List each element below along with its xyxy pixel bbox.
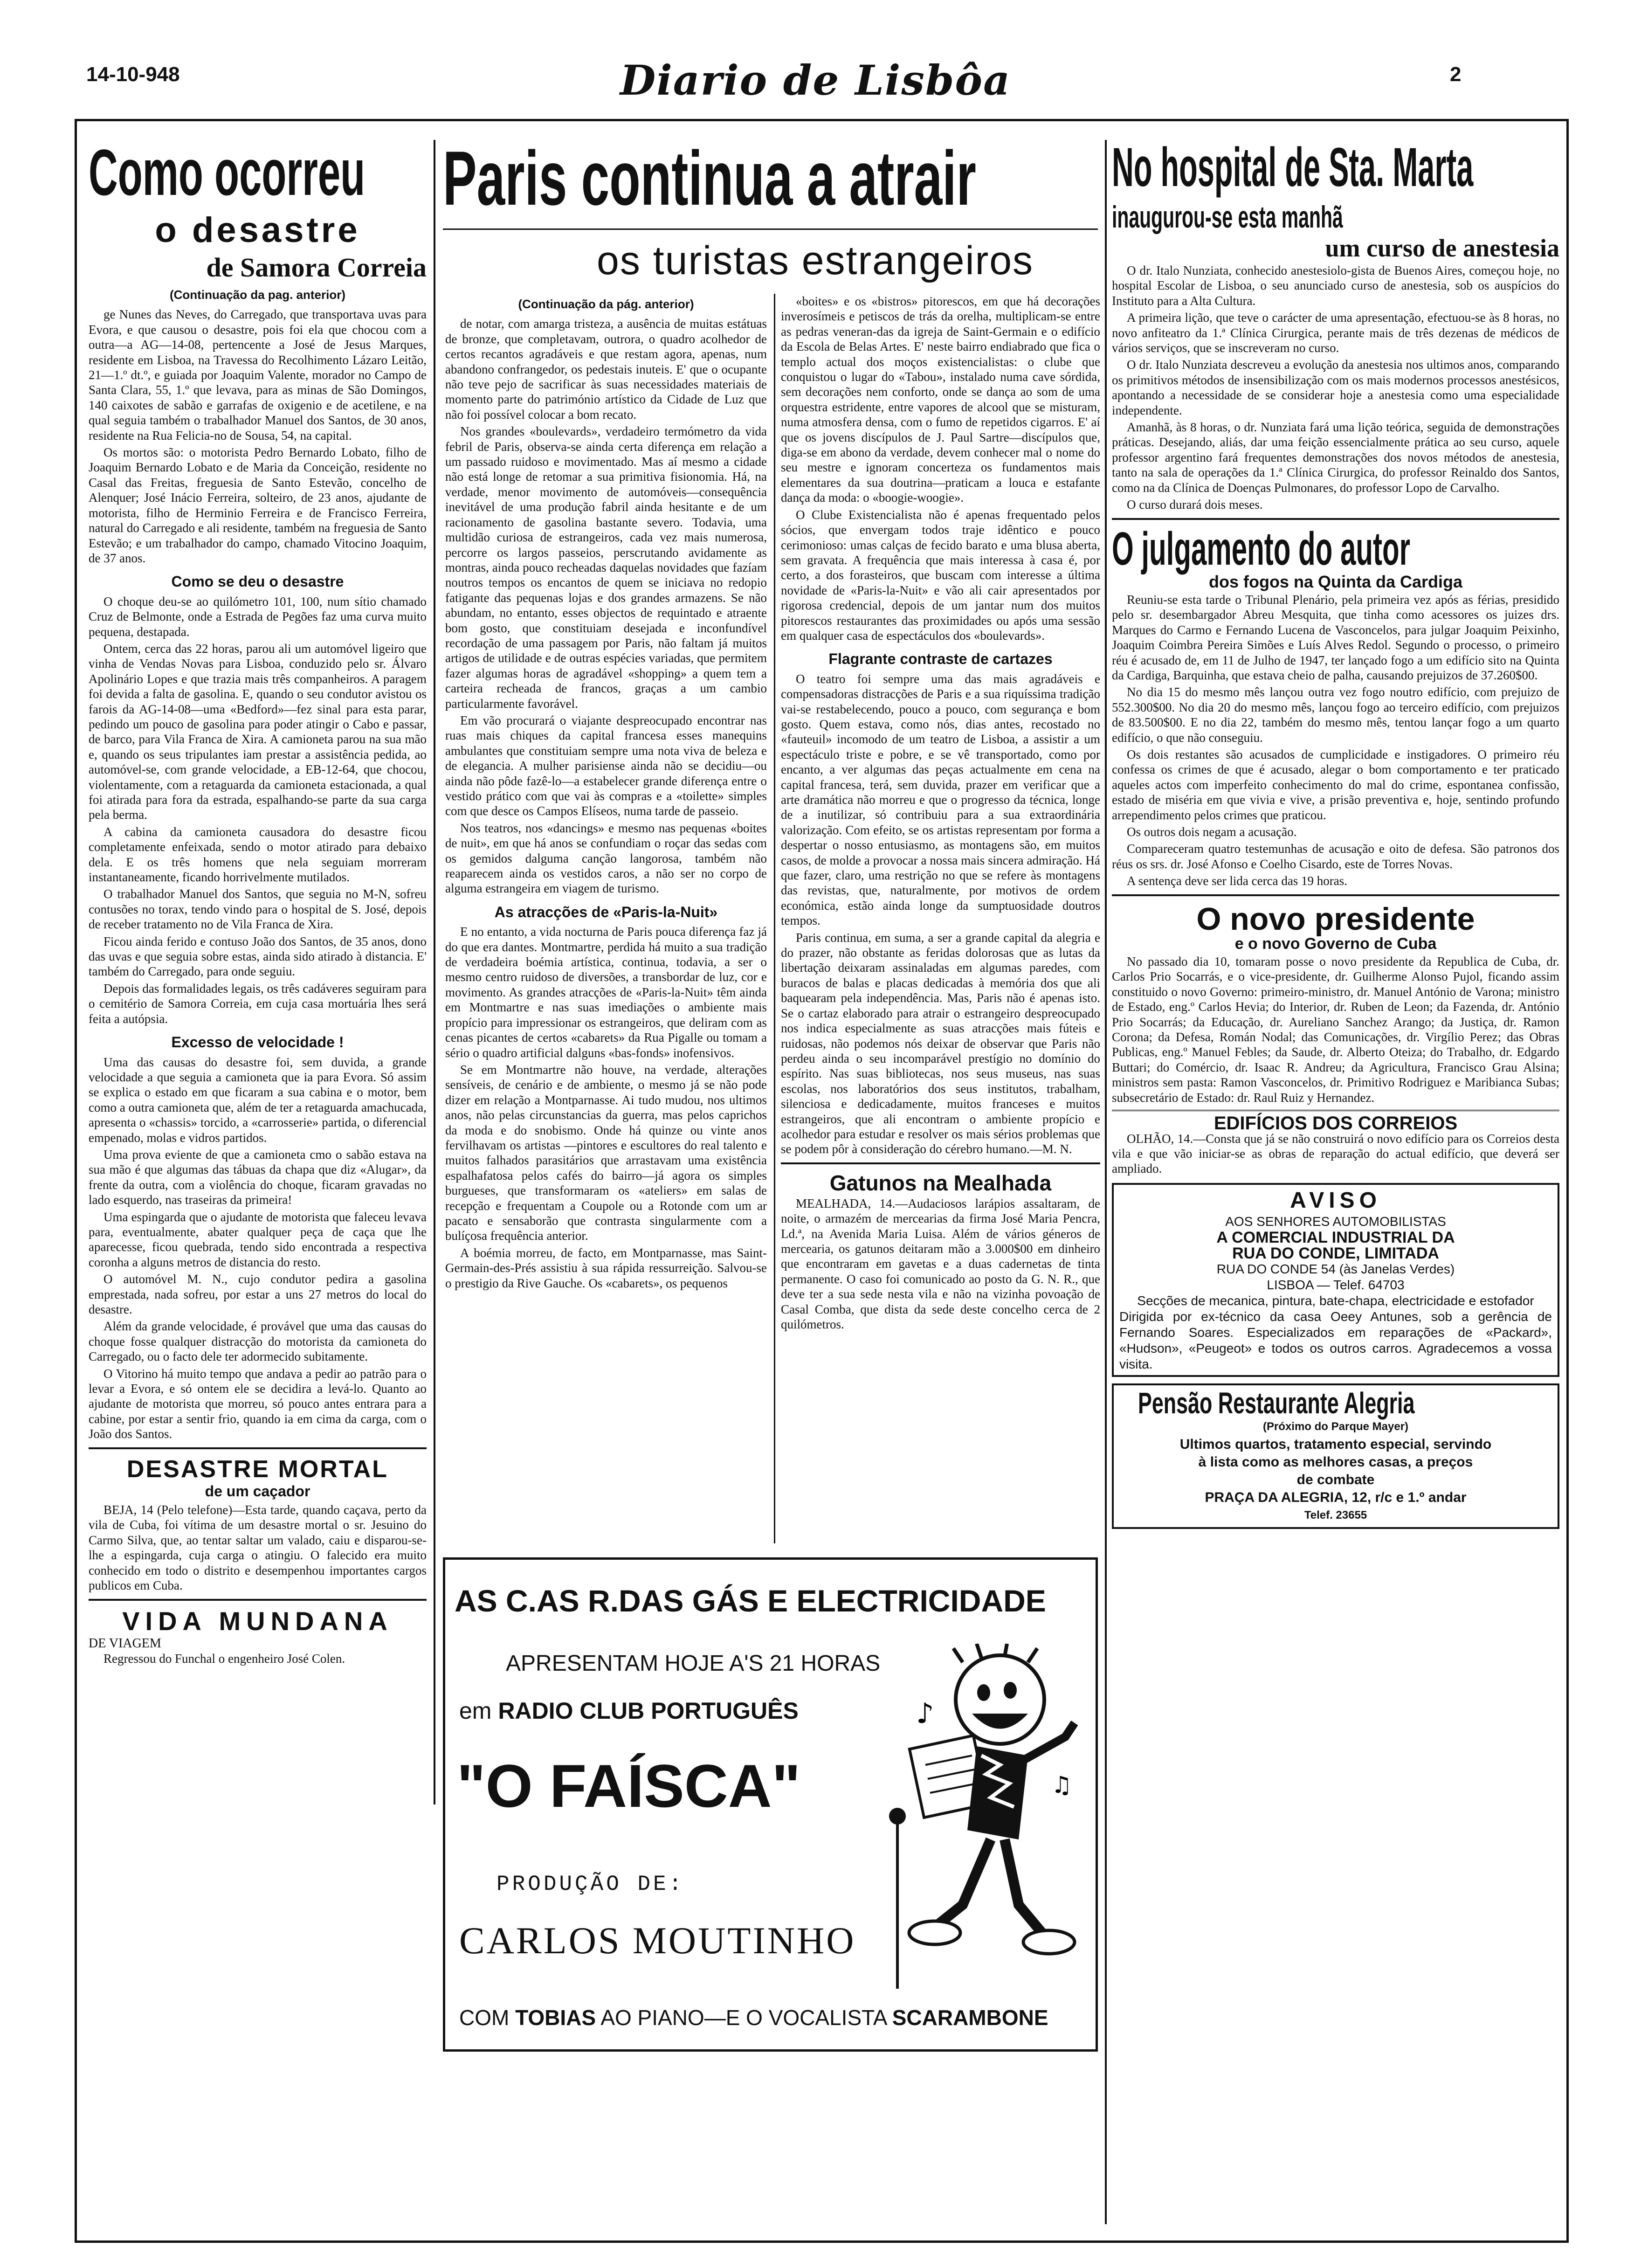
ad-vocalist: SCARAMBONE — [892, 2005, 1048, 2030]
divider — [1112, 518, 1559, 520]
page-number: 2 — [1450, 63, 1462, 86]
ad-text: AO PIANO—E O VOCALISTA — [600, 2005, 886, 2030]
paragraph: A cabina da camioneta causadora do desastre ficou completamente enfeixada, sendo o motor atirado para debaixo dela. E os três homens que nela seguiam morreram instantaneamente, ficando horrivelmente mutilados. — [89, 824, 427, 885]
paragraph: Em vão procurará o viajante despreocupado encontrar nas ruas mais chiques da capital francesa esses manequins ambulantes que constituiam sempre uma nota viva de beleza e de elegancia. A mulher parisiense ainda não se decidiu—ou ainda não pôde fazê-lo—a estabelecer grande diferença entre o vestido prático com que vai às compras e a «toilette» simples com que desce os Campos Elíseos, numa tarde de passeio. — [445, 713, 767, 818]
divider — [781, 1162, 1100, 1164]
paragraph: O teatro foi sempre uma das mais agradáveis e compensadoras distracções de Paris e a sua riquíssima tradição vai-se restabelecendo, pouco a pouco, com segurança e bom gosto. Quem estava, como nós, dias antes, recostado no «fauteuil» incomodo de um teatro de Lisboa, a assistir a um espectáculo triste e pobre, e se vê transportado, como por encanto, a ver algumas das peças actualmente em cena na capital francesa, terá, sem duvida, prazer em verificar que a arte dramática não morreu e que o progresso da técnica, longe de a inutilizar, só contribuiu para a sua extraordinária valorização. Com efeito, se os artistas representam por forma a despertar o nosso entusiasmo, as montagens são, em muitos casos, de molde a provocar a nossa mais sincera admiração. Há que fazer, claro, uma restrição no que se refere às montagens das revistas, que, naturalmente, por motivos de ordem económica, estão ainda longe da sumptuosidade doutros tempos. — [781, 671, 1100, 928]
section-headline: EDIFÍCIOS DOS CORREIOS — [1214, 1113, 1458, 1134]
right-column — [1112, 140, 1559, 2229]
paragraph: Além da grande velocidade, é provável que uma das causas do choque fosse qualquer distracção do motorista da camioneta do Carregado, ou o facto dele ter adormecido subitamente. — [89, 1319, 427, 1364]
ad-phone: Telef. 23655 — [1304, 1508, 1367, 1521]
paragraph: Uma prova eviente de que a camioneta cmo o sabão estava na sua mão é que algumas das tábuas da chapa que diz «Alugar», da frente da outra, com a violência do choque, ficaram gravadas no lado esquerdo, nas traseiras da primeira! — [89, 1147, 427, 1207]
paragraph: Regressou do Funchal o engenheiro José Colen. — [103, 1651, 345, 1666]
article-headline-3: de Samora Correia — [206, 252, 427, 283]
center-column-1 — [445, 294, 767, 1543]
paragraph: ge Nunes das Neves, do Carregado, que transportava uvas para Evora, e que causou o desastre, pois foi ela que chocou com a outra—a AG—14-08, pertencente a José de Jesus Marques, residente em Lisboa, na Travessa do Recolhimento Lázaro Leitão, 21—1.º dt.º, e guiada por Joaquim Valente, morador no Campo de Santa Clara, 55, 1.º que levava, para as minas de São Domingos, 140 caixotes de sabão e garrafas de oxigenio e de acetilene, e na qual seguia também o trabalhador Manuel dos Santos, de 30 anos, residente na Rua Felicia-no de Sousa, 54, na capital. — [89, 307, 427, 443]
article-headline: Paris continua a atrair — [443, 140, 976, 221]
section-headline: Gatunos na Mealhada — [829, 1170, 1052, 1195]
paragraph: Se em Montmartre não houve, na verdade, alterações sensíveis, de cenário e de ambiente, o mesmo já se não pode dizer em relação a Montparnasse. Ai tudo mudou, nos ultimos anos, não pelas circunstancias da guerra, mas pelos caprichos da moda e do snobismo. Onde há quinze ou vinte anos fervilhavam os artistas —pintores e escultores do real talento e muitos falhados parasitários que arrastavam uma existência espalhafatosa pelos cafés do bairro—já agora os simples burgueses, que transformaram os «ateliers» em salas de recepção e frequentam a Coupole ou a Rotonde com um ar pacato e sensaborão que contrasta singularmente com a bulíçosa frequência anterior. — [445, 1062, 767, 1243]
paragraph: «boites» e os «bistros» pitorescos, em que há decorações inverosímeis e petiscos de trás da orelha, multiplicam-se entre as pedras veneran-das da igreja de Saint-Germain e o edifício da Escola de Belas Artes. E' neste bairro endiabrado que fica o templo actual dos moços existencialistas: o clube que conquistou o lugar do «Tabou», instalado numa cave sórdida, sem decorações nem conforto, onde se dança ao som de uma orquestra estridente, entre vapores de alcool que se misturam, numa atmosfera densa, com o fumo de repetidos cigarros. E' aí que os jovens discípulos de J. Paul Sartre—discípulos que, diga-se em abono da verdade, devem conhecer mal o nome do seu mestre e ignoram concerteza os fundamentos mais elementares da sua doutrina—praticam a louca e estafante dança da moda: o «boogie-woogie». — [781, 294, 1100, 505]
notice-line: Secções de mecanica, pintura, bate-chapa, electricidade e estofador — [1137, 1293, 1534, 1308]
ad-producer: CARLOS MOUTINHO — [459, 1919, 856, 1962]
newspaper-title: Diario de Lisbôa — [620, 56, 1011, 104]
article-headline-2: o desastre — [155, 210, 360, 250]
paragraph: O choque deu-se ao quilómetro 101, 100, num sítio chamado Cruz de Belmonte, onde a Estrada de Pegões faz uma curva muito pequena, destapada. — [89, 594, 427, 639]
paragraph: No dia 15 do mesmo mês lançou outra vez fogo noutro edifício, com prejuizo de 552.300$00. No dia 20 do mesmo mês, lançou fogo ao terceiro edifício, com prejuizos de 83.500$00. E no dia 22, também do mesmo mês, tentou lançar fogo a um quarto edifício, o que não conseguiu. — [1112, 685, 1559, 745]
paragraph: Compareceram quatro testemunhas de acusação e oito de defesa. São patronos dos réus os srs. dr. José Afonso e Coelho Cisardo, este de Torres Novas. — [1112, 842, 1559, 871]
left-column — [89, 140, 427, 2229]
notice-line: Dirigida por ex-técnico da casa Oeey Antunes, sob a gerência de Fernando Soares. Especializados em reparações de «Packard», «Hudson», «Peugeot» e todos os outros carros. Agradecemos a vossa visita. — [1119, 1309, 1552, 1371]
ad-sponsor: AS C.AS R.DAS GÁS E ELECTRICIDADE — [455, 1583, 1046, 1618]
radio-advertisement — [443, 1557, 1098, 2052]
ad-line: Ultimos quartos, tratamento especial, servindo — [1179, 1436, 1492, 1452]
subheading: As atracções de «Paris-la-Nuit» — [494, 903, 718, 920]
continuation-note: (Continuação da pag. anterior) — [169, 288, 346, 302]
paragraph: A sentença deve ser lida cerca das 19 horas. — [1127, 874, 1348, 888]
ad-headline: Pensão Restaurante Alegria — [1138, 1386, 1415, 1420]
paragraph: E no entanto, a vida nocturna de Paris pouca diferença faz já do que era dantes. Montmartre, perdida há muito a sua tradição de verdadeira boémia artística, continua, todavia, a ser o mesmo centro ruidoso de diversões, a transbordar de luz, cor e movimento. As grandes atracções de «Paris-la-Nuit» têm ainda em Montmartre e nas suas imediações o ambiente mais propício para impressionar os estrangeiros, que deliram com as cenas picantes de certos «cabarets» da Rua Pigalle ou tomam a sério o quadro artificial dalguns «bas-fonds» inofensivos. — [445, 925, 767, 1060]
ad-production-label: PRODUÇÃO DE: — [496, 1872, 685, 1896]
subheading: Flagrante contraste de cartazes — [828, 650, 1053, 668]
paragraph: Depois das formalidades legais, os três cadáveres seguiram para o cemitério de Samora Correia, em cuja casa mortuária lhes será feita a autópsia. — [89, 981, 427, 1026]
ad-address: PRAÇA DA ALEGRIA, 12, r/c e 1.º andar — [1205, 1489, 1467, 1505]
paragraph: A boémia morreu, de facto, em Montparnasse, mas Saint-Germain-des-Prés assistiu à sua rápida ressurreição. Salvou-se o prestigio da Rive Gauche. Os «cabarets», os pequenos — [445, 1245, 767, 1290]
paragraph: Nos grandes «boulevards», verdadeiro termómetro da vida febril de Paris, observa-se ainda certa diferença em relação a um passado ruidoso e movimentado. Mas aí mesmo a cidade não está longe de retomar a sua primitiva fisionomia. Há, na verdade, menor movimento de automóveis—consequência inevitável de uma produção fabril ainda hesitante e de um racionamento de gasolina bastante severo. Todavia, uma multidão curiosa de estrangeiros, cada vez mais numerosa, percorre os largos passeios, perscrutando avidamente as montras, ainda pouco recheadas daquelas novidades que fazíam noutros tempos os encantos de quem se iniciava no redopio fatigante das pequenas lojas e dos grandes armazens. Se não abundam, no entanto, esses objectos de requintado e atraente bom gosto, que constituiam desejada e inconfundível recordação de uma passagem por Paris, não faltam já muitos artigos de utilidade e de outras espécies variadas, que permitem fazer algumas horas de agradável «shopping» a quem tem a carteira recheada de francos, graças a um cambio particularmente favorável. — [445, 424, 767, 711]
section-subhead: dos fogos na Quinta da Cardiga — [1208, 572, 1463, 591]
paragraph: Ontem, cerca das 22 horas, parou ali um automóvel ligeiro que vinha de Vendas Novas para Lisboa, conduzido pelo sr. Álvaro Apolinário Lopes e que trazia mais três companheiros. A paragem foi devida a falta de gasolina. E, quando o seu condutor avistou os farois da AG-14-08—uma «Bedford»—fez sinal para esta parar, pedindo um pouco de gasolina para poder atingir o Cabo e passar, de barco, para Vila Franca de Xira. A camioneta parou na sua mão e, quando os seus tripulantes iam prestar a assistência pedida, ao automóvel-se, com grande velocidade, a EB-12-64, que chocou, violentamente, com a retaguarda da camioneta estacionada, a qual foi atirada para fora da estrada, espalhando-se parte da sua carga pela berma. — [89, 641, 427, 822]
paragraph: Nos teatros, nos «dancings» e mesmo nas pequenas «boites de nuit», em que há anos se confundiam o roçar das sedas com os gemidos dalguma canção langorosa, também não reaparecem ainda os vestidos caros, a não ser no corpo de alguma estrangeira em viagem de turismo. — [445, 821, 767, 896]
notice-title: AVISO — [1290, 1188, 1381, 1213]
paragraph: O dr. Italo Nunziata, conhecido anestesiolo-gista de Buenos Aires, começou hoje, no hospital Escolar de Lisboa, o seu anunciado curso de anestesia, sob os auspícios do Instituto para a Alta Cultura. — [1112, 263, 1559, 308]
ad-pianist: TOBIAS — [515, 2005, 596, 2030]
section-subhead: DE VIAGEM — [89, 1636, 161, 1651]
subheading: Como se deu o desastre — [171, 573, 344, 590]
column-rule — [1105, 140, 1107, 2224]
paragraph: No passado dia 10, tomaram posse o novo presidente da Republica de Cuba, dr. Carlos Prio Socarrás, e o vice-presidente, dr. Guilherme Alonso Pujol, ficando assim constituido o novo Governo: primeiro-ministro, dr. Manuel António de Varona; ministro de Estado, eng.º Carlos Hevia; do Interior, dr. Ruben de Leon; da Fazenda, dr. António Prio Socarrás; da Educação, dr. Aureliano Sanchez Arango; da Justiça, dr. Ramon Corona; da Defesa, Román Nodal; das Comunicações, dr. Virgílio Perez; das Obras Publicas, eng.º Manuel Febles; da Saude, dr. Alberto Oteiza; do Trabalho, dr. Edgardo Buttari; do Comércio, dr. Isaac R. Andreu; da Agricultura, Francisco Grau Alsina; ministros sem pasta: Ramon Vasconcelos, dr. Primitivo Rodriguez e Maribianca Subas; subsecretário de Estado: dr. Raul Ruiz y Hernandez. — [1112, 954, 1559, 1105]
divider — [89, 1599, 427, 1601]
section-headline: O novo presidente — [1196, 901, 1475, 937]
ad-text: COM — [459, 2005, 510, 2030]
article-headline: No hospital de Sta. Marta — [1112, 140, 1474, 198]
paragraph: Amanhã, às 8 horas, o dr. Nunziata fará uma lição teórica, seguida de demonstrações práticas. Desejando, aliás, dar uma feição essencialmente prática ao seu curso, aquele professor argentino fará frequentes demonstrações dos novos métodos de anestesia, tanto na sala de operações da 1.ª Clínica Cirurgica, do professor Reinaldo dos Santos, como na da Clínica de Doenças Pulmonares, do professor Lopo de Carvalho. — [1112, 420, 1559, 495]
article-headline-3: um curso de anestesia — [1325, 234, 1559, 262]
paragraph: Os dois restantes são acusados de cumplicidade e instigadores. O primeiro réu confessa os crimes de que é acusado, alegar o bom comportamento e ter praticado aqueles actos com imperfeito conhecimento do mal do crime, espontanea confissão, estado de miséria em que vivia e vive, a prisão preventiva e, hoje, sentindo profundo arrependimento pelos crimes que praticou. — [1112, 747, 1559, 822]
paragraph: Uma das causas do desastre foi, sem duvida, a grande velocidade a que seguia a camioneta que ia para Evora. Só assim se explica o estado em que ficaram a sua cabina e o motor, bem como a outra camioneta que, além de ter a retaguarda amachucada, apresenta o «chassis» torcido, a «carrosserie» partida, o diferencial empenado, molas e vidros partidos. — [89, 1055, 427, 1145]
article-headline-2: os turistas estrangeiros — [597, 238, 1034, 283]
box-headline: DESASTRE MORTAL — [126, 1455, 389, 1483]
paragraph: O automóvel M. N., cujo condutor pedira a gasolina emprestada, nada sofreu, por estar a uns 27 metros do local do desastre. — [89, 1272, 427, 1316]
svg-text:♪: ♪ — [916, 1697, 934, 1730]
column-rule — [434, 140, 435, 1805]
ad-line: (Próximo do Parque Mayer) — [1262, 1420, 1409, 1433]
ad-program-title: "O FAÍSCA" — [457, 1752, 801, 1820]
notice-phone: LISBOA — Telef. 64703 — [1267, 1277, 1405, 1292]
box-subheadline: de um caçador — [205, 1482, 310, 1500]
article-headline: Como ocorreu — [89, 140, 365, 209]
restaurant-ad — [1112, 1383, 1559, 1529]
divider — [1112, 894, 1559, 896]
column-rule — [774, 294, 775, 1543]
paragraph: Os outros dois negam a acusação. — [1127, 825, 1297, 839]
singer-illustration-icon — [888, 1644, 1084, 1998]
center-column-2 — [781, 294, 1100, 1543]
ad-prefix: em — [459, 1698, 492, 1724]
paragraph: BEJA, 14 (Pelo telefone)—Esta tarde, quando caçava, perto da vila de Cuba, foi vítima de um desastre mortal o sr. Jesuino do Carmo Silva, que, ao tentar saltar um valado, caiu e disparou-se-lhe a espingarda, cuja carga o atingiu. O falecido era muito conhecido em todo o distrito e desempenhou importantes cargos publicos em Cuba. — [89, 1503, 427, 1593]
ad-line: à lista como as melhores casas, a preços — [1198, 1454, 1473, 1470]
paragraph: MEALHADA, 14.—Audaciosos larápios assaltaram, de noite, o armazém de mercearias da firma José Maria Pencra, Ld.ª, na Avenida Maria Luisa. Além de vários géneros de mercearia, os gatunos deitaram mão a 3.000$00 em dinheiro que encontraram em gavetas e a duas cadernetas de tinta permanente. O caso foi comunicado ao posto da G. N. R., que deve ter a sua sede nesta vila e não na vizinha povoação de Casal Comba, que dista da sede deste concelho cerca de 2 quilómetros. — [781, 1196, 1100, 1331]
paragraph: OLHÃO, 14.—Consta que já se não construirá o novo edifício para os Correios desta vila e que vão iniciar-se as obras de reparação do actual edifício, que deverá ser ampliado. — [1112, 1131, 1559, 1176]
article-headline-2: inaugurou-se esta manhã — [1112, 200, 1343, 234]
divider — [443, 228, 1098, 230]
divider — [1112, 1110, 1559, 1111]
subheading: Excesso de velocidade ! — [171, 1034, 344, 1051]
notice-company: RUA DO CONDE, LIMITADA — [1232, 1244, 1439, 1262]
ad-station: RADIO CLUB PORTUGUÊS — [498, 1698, 799, 1724]
divider — [89, 1447, 427, 1449]
ad-time: APRESENTAM HOJE A'S 21 HORAS — [506, 1651, 881, 1676]
paragraph: O Vitorino há muito tempo que andava a pedir ao patrão para o levar a Evora, e só ontem ele se decidira a levá-lo. Quanto ao ajudante de motorista que morreu, só pouco antes entrara para a cabine, por estar a sentir frio, quando ia em cima da carga, com o João dos Santos. — [89, 1366, 427, 1441]
continuation-note: (Continuação da pág. anterior) — [518, 297, 694, 311]
svg-text:♫: ♫ — [1051, 1771, 1072, 1798]
paragraph: O trabalhador Manuel dos Santos, que seguia no M-N, sofreu contusões no torax, tendo vindo para o hospital de S. José, depois de receber tratamento no de Vila Franca de Xira. — [89, 887, 427, 932]
center-headline-block — [443, 140, 1098, 233]
paragraph: Os mortos são: o motorista Pedro Bernardo Lobato, filho de Joaquim Bernardo Lobato e de Maria da Conceição, residente no Casal das Freitas, freguesia de Santo Estevão, concelho de Alenquer; José Inácio Ferreira, solteiro, de 23 anos, ajudante de motorista, filho de Herminio Ferreira e de Francisco Ferreira, natural do Carregado e ali residente, também na freguesia de Santo Estevão; e um trabalhador do campo, chamado Vitocino Joaquim, de 37 anos. — [89, 445, 427, 565]
section-headline: VIDA MUNDANA — [122, 1606, 393, 1636]
section-subhead: e o novo Governo de Cuba — [1234, 934, 1437, 953]
issue-date: 14-10-948 — [86, 63, 180, 86]
notice-box — [1112, 1183, 1559, 1377]
notice-line: AOS SENHORES AUTOMOBILISTAS — [1225, 1214, 1446, 1229]
paragraph: O curso durará dois meses. — [1127, 498, 1263, 512]
paragraph: Reuniu-se esta tarde o Tribunal Plenário, pela primeira vez após as férias, presidido pelo sr. desembargador Abreu Mesquita, que tinha como acessores os juizes drs. Marques do Carmo e Fernando Lucena de Vasconcelos, para julgar Joaquim Peixinho, Joaquim Coimbra Pereira Simões e Luís Alves Redol. Segundo o processo, o primeiro réu é acusado de, em 11 de Julho de 1947, ter lançado fogo a um edifício sito na Quinta da Cardiga, Barquinha, que estava cheio de palha, causando prejuizos de 37.260$00. — [1112, 592, 1559, 682]
section-headline: O julgamento do autor — [1112, 522, 1410, 575]
paragraph: Uma espingarda que o ajudante de motorista que faleceu levava para, eventualmente, abater qualquer peça de caça que lhe aparecesse, ficou quebrada, tendo sido encontrada a respectiva coronha a alguns metros de distancia do resto. — [89, 1210, 427, 1269]
paragraph: O Clube Existencialista não é apenas frequentado pelos sócios, que envergam todos traje idêntico e pouco cerimonioso: umas calças de fecido barato e uma blusa aberta, sem gravata. A frequência que mais interessa à casa é, por certo, a dos forasteiros, que buscam com interesse a última novidade de «Paris-la-Nuit» e vão ali cair apresentados por rigorosa credencial, depois de um jantar num dos muitos pitorescos restaurantes das proximidades ou após uma sessão em qualquer casa de espectáculos dos «boulevards». — [781, 507, 1100, 643]
paragraph: A primeira lição, que teve o carácter de uma apresentação, efectuou-se às 8 horas, no novo anfiteatro da 1.ª Clínica Cirurgica, perante mais de três dezenas de médicos de vários serviços, que se inscreveram no curso. — [1112, 311, 1559, 355]
paragraph: de notar, com amarga tristeza, a ausência de muitas estátuas de bronze, que completavam, outrora, o quadro acolhedor de certos recantos agradáveis e que restam agora, apenas, num abandono confrangedor, os pedestais inuteis. E' que o ocupante não teve pejo de sacrificar às suas necessidades materiais de momento parte do património artístico da Cidade de Luz que não foi possível colocar a bom recato. — [445, 317, 767, 422]
notice-company: A COMERCIAL INDUSTRIAL DA — [1216, 1228, 1455, 1246]
paragraph: Paris continua, em suma, a ser a grande capital da alegria e do prazer, não obstante as feridas dolorosas que as lutas da libertação deixaram assinaladas em algumas paredes, com buracos de balas e placas dedicadas à memória dos que ali baquearam pela independência. Mas, Paris não é apenas isto. Se o cartaz elaborado para atrair o estrangeiro despreocupado nos indica especialmente as suas atracções mais fúteis e ruidosas, não podemos nós deixar de observar que Paris não perdeu ainda o seu incomparável prestígio no domínio do espírito. Nas suas bibliotecas, nos seus museus, nas suas escolas, nos laboratórios dos seus institutos, trabalham, silenciosa e dedicadamente, muitos franceses e muitos estrangeiros, que ali encontram o ambiente propício e acolhedor para estudar e resolver os mais sérios problemas que se podem pôr à consideração do cérebro humano.—M. N. — [781, 930, 1100, 1156]
paragraph: Ficou ainda ferido e contuso João dos Santos, de 35 anos, dono das uvas e que seguia sobre estas, ainda sido atirado à distancia. E' também do Carregado, para onde seguiu. — [89, 934, 427, 979]
ad-line: de combate — [1296, 1472, 1375, 1487]
paragraph: O dr. Italo Nunziata descreveu a evolução da anestesia nos ultimos anos, comparando os primitivos métodos de insensibilização com os mais modernos processos anestésicos, apontando a necessidade de se considerar hoje a anestesia como uma especialidade independente. — [1112, 358, 1559, 417]
notice-address: RUA DO CONDE 54 (às Janelas Verdes) — [1216, 1261, 1455, 1276]
